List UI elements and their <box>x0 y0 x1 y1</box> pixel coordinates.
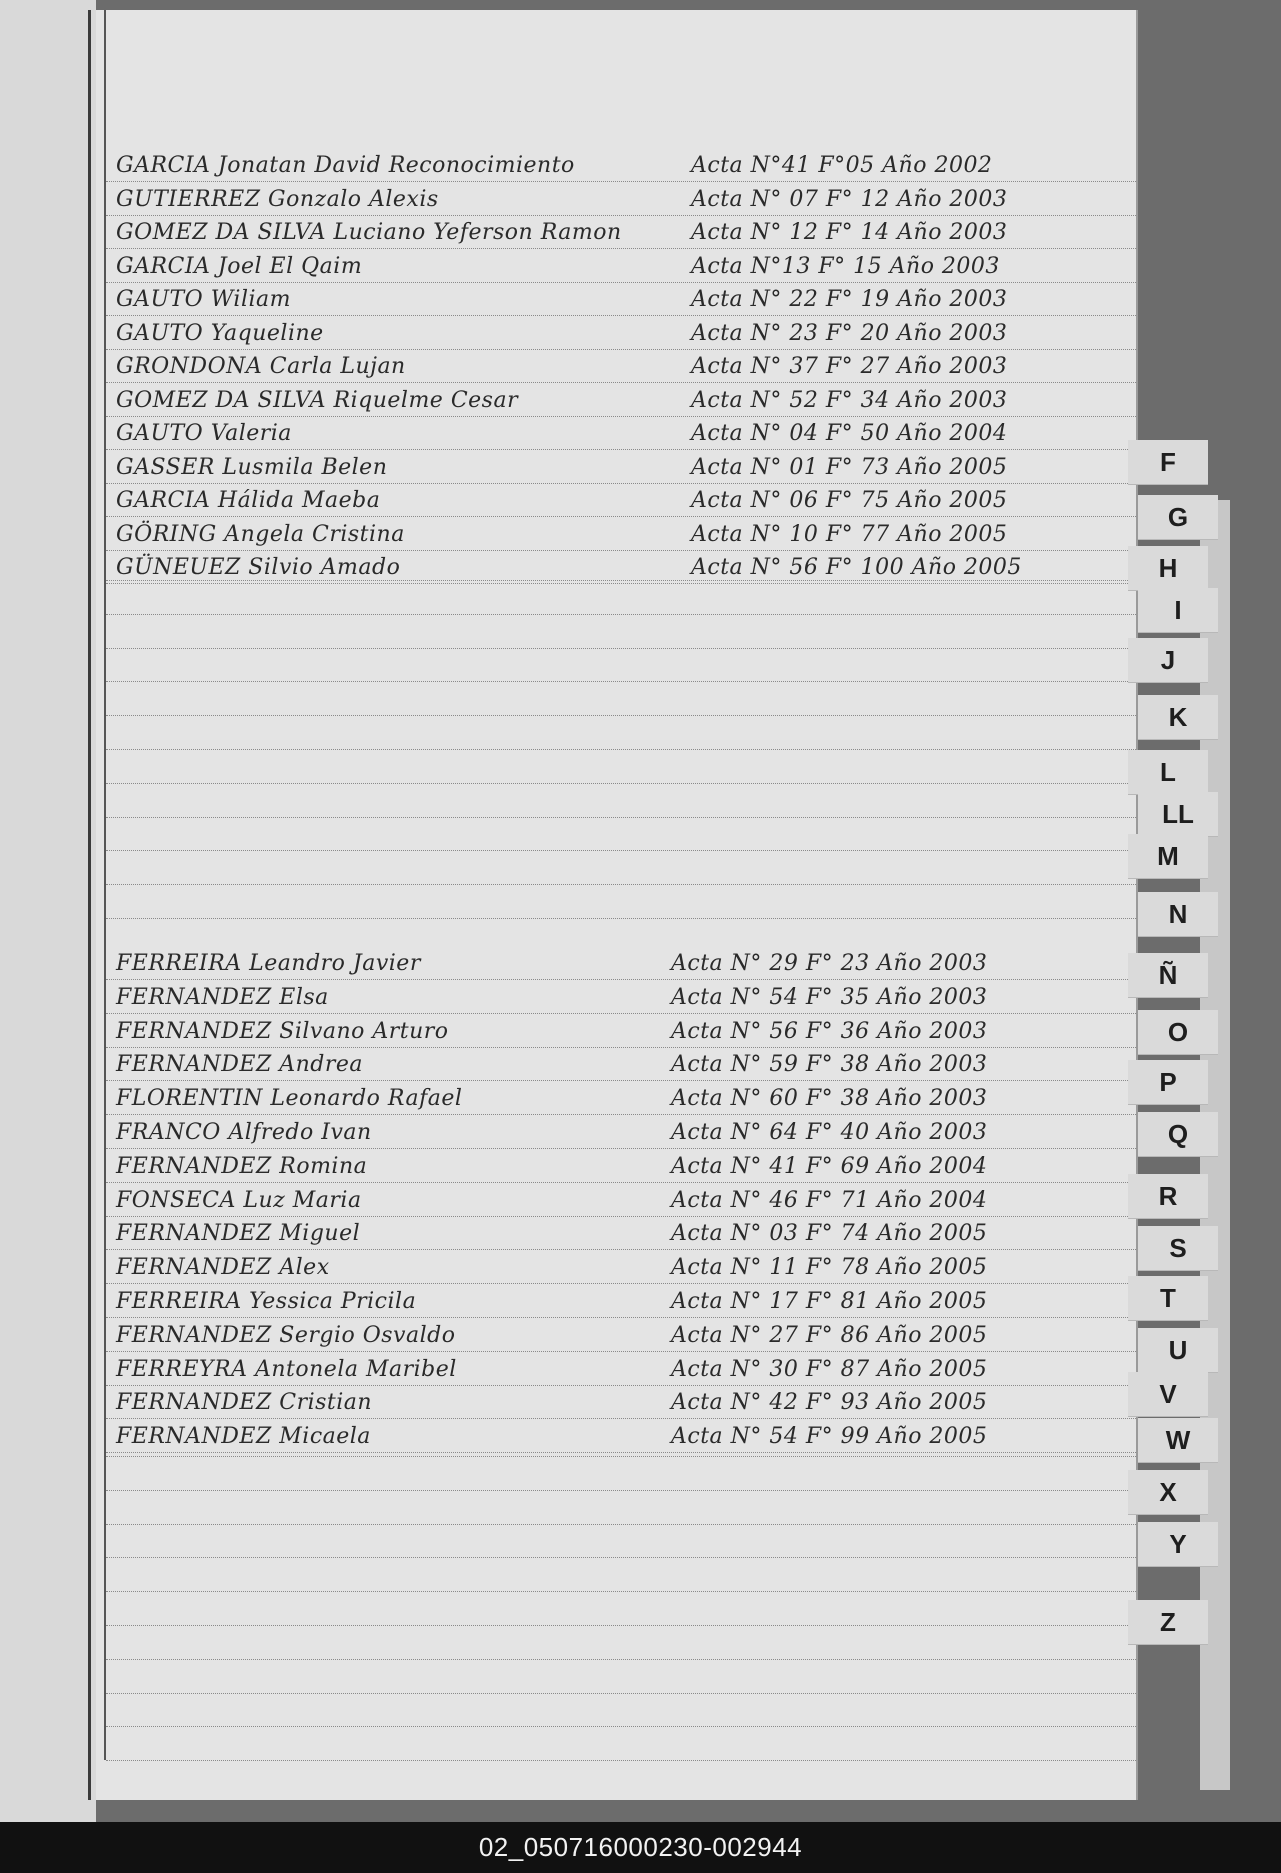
ledger-entry <box>106 1286 1136 1318</box>
ruled-line <box>106 749 1136 750</box>
ruled-line <box>106 315 1136 316</box>
index-tab[interactable]: Z <box>1128 1600 1208 1645</box>
ledger-entry <box>106 251 1136 283</box>
entry-name: FERNANDEZ Elsa <box>116 984 329 1010</box>
ruled-line <box>106 1524 1136 1525</box>
entry-acta: Acta N° 12 F° 14 Año 2003 <box>691 220 1008 245</box>
entry-name: GASSER Lusmila Belen <box>116 454 388 480</box>
ruled-line <box>106 1557 1136 1558</box>
entry-acta: Acta N° 11 F° 78 Año 2005 <box>671 1255 988 1281</box>
entry-acta: Acta N° 23 F° 20 Año 2003 <box>691 320 1008 346</box>
index-tab[interactable]: P <box>1128 1060 1208 1105</box>
ruled-line <box>106 1216 1136 1217</box>
index-tab[interactable]: L <box>1128 750 1208 795</box>
ledger-entry <box>106 1016 1136 1048</box>
entry-acta: Acta N° 54 F° 35 Año 2003 <box>671 984 988 1010</box>
entry-name: FERREYRA Antonela Maribel <box>116 1356 457 1382</box>
index-tab[interactable]: F <box>1128 440 1208 485</box>
entry-name: GÜNEUEZ Silvio Amado <box>116 555 401 580</box>
index-tab[interactable]: K <box>1138 695 1218 740</box>
index-tab[interactable]: G <box>1138 495 1218 540</box>
ruled-line <box>106 1591 1136 1592</box>
ruled-line <box>106 1418 1136 1419</box>
index-tab[interactable]: LL <box>1138 792 1218 837</box>
ledger-entry <box>106 1151 1136 1183</box>
ledger-entry <box>106 1354 1136 1386</box>
index-tab[interactable]: M <box>1128 834 1208 879</box>
index-tab[interactable]: Q <box>1138 1112 1218 1157</box>
ledger-entry <box>106 1049 1136 1081</box>
entry-name: FERNANDEZ Micaela <box>116 1424 371 1450</box>
entry-name: GRONDONA Carla Lujan <box>116 354 406 379</box>
entry-name: FERREIRA Yessica Pricila <box>116 1289 417 1314</box>
ledger-entry <box>106 1083 1136 1115</box>
entry-acta: Acta N° 01 F° 73 Año 2005 <box>691 454 1008 480</box>
entry-acta: Acta N° 04 F° 50 Año 2004 <box>691 421 1008 446</box>
ruled-line <box>106 648 1136 649</box>
entry-acta: Acta N° 54 F° 99 Año 2005 <box>671 1424 988 1450</box>
ruled-line <box>106 1182 1136 1183</box>
ledger-entry <box>106 1117 1136 1149</box>
ledger-entry <box>106 982 1136 1014</box>
ledger-entry <box>106 184 1136 216</box>
ledger-entry <box>106 385 1136 417</box>
ruled-line <box>106 580 1136 581</box>
ruled-line <box>106 483 1136 484</box>
entry-acta: Acta N° 46 F° 71 Año 2004 <box>671 1187 988 1213</box>
ruled-line <box>106 850 1136 851</box>
index-tab[interactable]: R <box>1128 1174 1208 1219</box>
ledger-entry <box>106 452 1136 484</box>
entry-acta: Acta N° 56 F° 100 Año 2005 <box>691 555 1022 580</box>
ruled-line <box>106 783 1136 784</box>
index-tab[interactable]: Ñ <box>1128 953 1208 998</box>
ruled-line <box>106 1013 1136 1014</box>
entry-name: FLORENTIN Leonardo Rafael <box>116 1086 463 1112</box>
entry-acta: Acta N° 10 F° 77 Año 2005 <box>691 521 1008 547</box>
entry-acta: Acta N° 22 F° 19 Año 2003 <box>691 287 1008 312</box>
ruled-line <box>106 382 1136 383</box>
entry-acta: Acta N° 17 F° 81 Año 2005 <box>671 1289 988 1314</box>
entry-acta: Acta N° 30 F° 87 Año 2005 <box>671 1356 988 1382</box>
entry-acta: Acta N° 42 F° 93 Año 2005 <box>671 1390 988 1416</box>
entry-name: FERREIRA Leandro Javier <box>116 951 421 976</box>
entry-acta: Acta N° 07 F° 12 Año 2003 <box>691 186 1008 212</box>
ruled-line <box>106 715 1136 716</box>
ledger-entry <box>106 1185 1136 1217</box>
ruled-line <box>106 918 1136 919</box>
ledger-entry <box>106 150 1136 182</box>
entry-name: FERNANDEZ Andrea <box>116 1052 364 1078</box>
entry-name: FERNANDEZ Romina <box>116 1153 368 1179</box>
index-tab[interactable]: I <box>1138 588 1218 633</box>
ledger-entry <box>106 1252 1136 1284</box>
entry-name: GUTIERREZ Gonzalo Alexis <box>116 186 439 212</box>
ruled-line <box>106 1114 1136 1115</box>
ledger-entry <box>106 351 1136 383</box>
index-tab[interactable]: H <box>1128 546 1208 591</box>
ruled-line <box>106 181 1136 182</box>
ruled-line <box>106 1148 1136 1149</box>
entry-acta: Acta N° 27 F° 86 Año 2005 <box>671 1322 988 1348</box>
ledger-entry <box>106 284 1136 316</box>
entry-name: FERNANDEZ Alex <box>116 1255 330 1281</box>
entry-acta: Acta N° 64 F° 40 Año 2003 <box>671 1120 988 1145</box>
ledger-entry <box>106 1387 1136 1419</box>
ruled-line <box>106 979 1136 980</box>
ruled-line <box>106 1452 1136 1453</box>
ruled-line <box>106 1249 1136 1250</box>
ruled-line <box>106 1385 1136 1386</box>
index-tab[interactable]: V <box>1128 1372 1208 1417</box>
image-id-footer: 02_050716000230-002944 <box>0 1822 1281 1873</box>
ledger-entry <box>106 418 1136 450</box>
entry-name: GARCIA Jonatan David Reconocimiento <box>116 153 575 178</box>
entry-acta: Acta N° 06 F° 75 Año 2005 <box>691 488 1008 513</box>
ledger-entry <box>106 519 1136 551</box>
ruled-line <box>106 583 1136 584</box>
entry-acta: Acta N° 59 F° 38 Año 2003 <box>671 1052 988 1078</box>
entry-acta: Acta N°41 F°05 Año 2002 <box>691 153 993 178</box>
index-tab[interactable]: Y <box>1138 1522 1218 1567</box>
entry-name: GAUTO Valeria <box>116 421 292 446</box>
entry-acta: Acta N° 37 F° 27 Año 2003 <box>691 354 1008 379</box>
ruled-line <box>106 1283 1136 1284</box>
ledger-entry <box>106 1218 1136 1250</box>
index-tab[interactable]: N <box>1138 892 1218 937</box>
index-tab[interactable]: S <box>1138 1226 1218 1271</box>
entry-acta: Acta N° 52 F° 34 Año 2003 <box>691 387 1008 413</box>
index-tab[interactable]: J <box>1128 638 1208 683</box>
entry-name: FRANCO Alfredo Ivan <box>116 1120 372 1145</box>
entry-name: GARCIA Joel El Qaim <box>116 253 363 279</box>
ruled-line <box>106 550 1136 551</box>
entry-acta: Acta N°13 F° 15 Año 2003 <box>691 253 1000 279</box>
ruled-line <box>106 1456 1136 1457</box>
alphabet-index-tabs <box>1128 440 1238 1780</box>
ruled-line <box>106 614 1136 615</box>
ruled-line <box>106 1317 1136 1318</box>
entry-name: FERNANDEZ Miguel <box>116 1221 361 1247</box>
entry-name: GOMEZ DA SILVA Luciano Yeferson Ramon <box>116 220 622 245</box>
ruled-line <box>106 416 1136 417</box>
ruled-line <box>106 1490 1136 1491</box>
index-tab[interactable]: T <box>1128 1276 1208 1321</box>
ledger-entry <box>106 1421 1136 1453</box>
ledger-entry <box>106 485 1136 517</box>
ruled-line <box>106 884 1136 885</box>
ruled-line <box>106 1693 1136 1694</box>
ruled-line <box>106 1726 1136 1727</box>
ledger-entry <box>106 318 1136 350</box>
index-tab[interactable]: O <box>1138 1010 1218 1055</box>
entry-acta: Acta N° 56 F° 36 Año 2003 <box>671 1018 988 1044</box>
entry-acta: Acta N° 03 F° 74 Año 2005 <box>671 1221 988 1247</box>
entry-name: GOMEZ DA SILVA Riquelme Cesar <box>116 387 519 413</box>
ledger-page <box>96 10 1138 1800</box>
entry-name: GARCIA Hálida Maeba <box>116 488 381 513</box>
ruled-line <box>106 516 1136 517</box>
ledger-entry <box>106 1320 1136 1352</box>
ruled-line <box>106 1351 1136 1352</box>
entry-name: FERNANDEZ Silvano Arturo <box>116 1018 449 1044</box>
ledger-entry <box>106 217 1136 249</box>
entry-name: FERNANDEZ Cristian <box>116 1390 373 1416</box>
ruled-line <box>106 681 1136 682</box>
ruled-line <box>106 817 1136 818</box>
index-tab[interactable]: X <box>1128 1470 1208 1515</box>
entry-acta: Acta N° 41 F° 69 Año 2004 <box>671 1153 988 1179</box>
entry-name: GÖRING Angela Cristina <box>116 521 405 547</box>
ruled-line <box>106 248 1136 249</box>
index-tab[interactable]: W <box>1138 1418 1218 1463</box>
previous-page-edge <box>0 0 96 1822</box>
entry-acta: Acta N° 60 F° 38 Año 2003 <box>671 1086 988 1112</box>
ruled-line <box>106 1047 1136 1048</box>
entry-name: FONSECA Luz Maria <box>116 1187 362 1213</box>
entry-name: GAUTO Wiliam <box>116 287 292 312</box>
ruled-line <box>106 282 1136 283</box>
ruled-line <box>106 1760 1136 1761</box>
ruled-line <box>106 1080 1136 1081</box>
entry-name: FERNANDEZ Sergio Osvaldo <box>116 1322 456 1348</box>
ruled-line <box>106 215 1136 216</box>
index-tab[interactable]: U <box>1138 1328 1218 1373</box>
entry-name: GAUTO Yaqueline <box>116 320 324 346</box>
ruled-line <box>106 1625 1136 1626</box>
entry-acta: Acta N° 29 F° 23 Año 2003 <box>671 951 988 976</box>
ledger-entry <box>106 948 1136 980</box>
ruled-line <box>106 1659 1136 1660</box>
ruled-line <box>106 349 1136 350</box>
ruled-line <box>106 449 1136 450</box>
